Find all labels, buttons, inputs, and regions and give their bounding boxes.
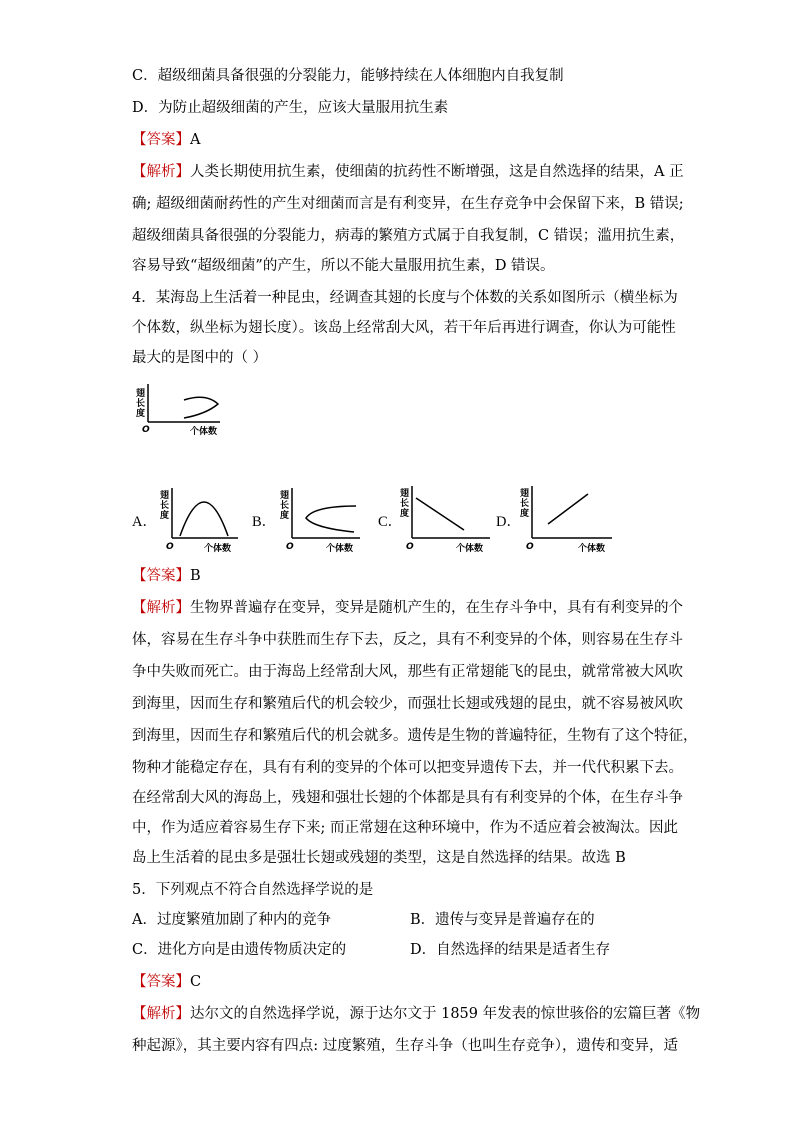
q5-option-a: A．过度繁殖加剧了种内的竞争 [132,912,331,928]
q3-option-d: D．为防止超级细菌的产生，应该大量服用抗生素 [132,100,449,116]
axis-y-char-1: 翅 [520,489,530,499]
q5-option-c: C．进化方向是由遗传物质决定的 [132,942,347,958]
q4-stem-line-1: 4．某海岛上生活着一种昆虫，经调查其翅的长度与个体数的关系如图所示（横坐标为 [132,290,678,306]
explain-text: 生物界普遍存在变异，变异是随机产生的，在生存斗争中，具有有利变异的个 [190,600,683,616]
axis-y-char-3: 度 [160,511,170,521]
axis-y-char-2: 长 [280,501,290,511]
q4-explain-line-2: 体，容易在生存斗争中获胜而生存下去，反之，具有不利变异的个体，则容易在生存斗 [132,632,683,648]
answer-tag: 【答案】 [132,568,190,584]
explain-tag: 【解析】 [132,600,190,616]
q4-stem-line-2: 个体数，纵坐标为翅长度）。该岛上经常刮大风，若干年后再进行调查，你认为可能性 [132,320,676,336]
q3-option-c: C．超级细菌具备很强的分裂能力，能够持续在人体细胞内自我复制 [132,68,564,84]
q4-explain-line-4: 到海里，因而生存和繁殖后代的机会较少，而强壮长翅或残翅的昆虫，就不容易被风吹 [132,696,683,712]
option-d-letter: D． [496,514,521,530]
axis-x-label: 个体数 [190,427,218,437]
explain-tag: 【解析】 [132,1006,190,1022]
answer-value: C [190,974,202,990]
q5-stem: 5．下列观点不符合自然选择学说的是 [132,882,374,898]
q4-explain-line-3: 争中失败而死亡。由于海岛上经常刮大风，那些有正常翅能飞的昆虫，就常常被大风吹 [132,664,683,680]
explain-text: 达尔文的自然选择学说，源于达尔文于 1859 年发表的惊世骇俗的宏篇巨著《物 [190,1006,701,1022]
q4-explain-line-7: 在经常刮大风的海岛上，残翅和强壮长翅的个体都是具有有利变异的个体，在生存斗争 [132,790,683,806]
origin-label: O [406,542,414,552]
option-d-graph [518,482,618,554]
q3-answer [132,130,200,150]
axis-y-char-2: 长 [520,499,530,509]
q4-explain-line-1 [132,598,683,618]
q4-stem-line-3: 最大的是图中的（ ） [132,350,268,366]
q5-answer [132,972,201,992]
q3-explain-line-2: 确; 超级细菌耐药性的产生对细菌而言是有利变异，在生存竞争中会保留下来，B 错误; [132,196,684,212]
axis-y-char-3: 度 [136,409,146,419]
axis-x-label: 个体数 [456,544,484,554]
explain-text: 人类长期使用抗生素，使细菌的抗药性不断增强，这是自然选择的结果，A 正 [190,164,684,180]
q5-option-b: B．遗传与变异是普遍存在的 [410,912,595,928]
answer-value: B [190,568,201,584]
axis-y-char-1: 翅 [280,491,290,501]
origin-label: O [286,542,294,552]
axis-x-label: 个体数 [204,544,232,554]
axis-y-char-1: 翅 [400,489,410,499]
q4-explain-line-5: 到海里，因而生存和繁殖后代的机会就多。遗传是生物的普遍特征，生物有了这个特征， [132,728,698,744]
axis-y-char-3: 度 [520,509,530,519]
q4-answer [132,566,201,586]
option-a-graph [158,484,248,554]
origin-label: O [142,425,150,435]
q4-explain-line-9: 岛上生活着的昆虫多是强壮长翅或残翅的类型，这是自然选择的结果。故选 B [132,850,626,866]
axis-x-label: 个体数 [578,544,606,554]
answer-tag: 【答案】 [132,132,190,148]
axis-y-char-2: 长 [136,399,146,409]
option-c-graph [398,482,498,554]
axis-y-char-1: 翅 [136,389,146,399]
axis-y-char-3: 度 [400,509,410,519]
axis-x-label: 个体数 [326,544,354,554]
axis-y-char-1: 翅 [160,491,170,501]
q3-explain-line-1 [132,162,684,182]
q4-explain-line-8: 中，作为适应着容易生存下来; 而正常翅在这种环境中，作为不适应着会被淘汰。因此 [132,820,678,836]
axis-y-char-2: 长 [400,499,410,509]
answer-value: A [190,132,201,148]
q4-explain-line-6: 物种才能稳定存在，具有有利的变异的个体可以把变异遗传下去，并一代代积累下去。 [132,760,683,776]
q5-explain-line-2: 种起源》，其主要内容有四点: 过度繁殖，生存斗争（也叫生存竞争），遗传和变异，适 [132,1038,678,1054]
answer-tag: 【答案】 [132,974,190,990]
axis-y-char-3: 度 [280,511,290,521]
origin-label: O [166,542,174,552]
q3-explain-line-4: 容易导致“超级细菌”的产生，所以不能大量服用抗生素，D 错误。 [132,258,555,274]
main-graph [134,380,244,440]
option-b-graph [278,484,370,554]
q3-explain-line-3: 超级细菌具备很强的分裂能力，病毒的繁殖方式属于自我复制，C 错误；滥用抗生素， [132,228,685,244]
q5-explain-line-1 [132,1004,700,1024]
option-a-letter: A． [132,514,157,530]
origin-label: O [526,542,534,552]
option-b-letter: B． [252,514,277,530]
option-c-letter: C． [378,514,403,530]
explain-tag: 【解析】 [132,164,190,180]
q5-option-d: D．自然选择的结果是适者生存 [410,942,611,958]
axis-y-char-2: 长 [160,501,170,511]
